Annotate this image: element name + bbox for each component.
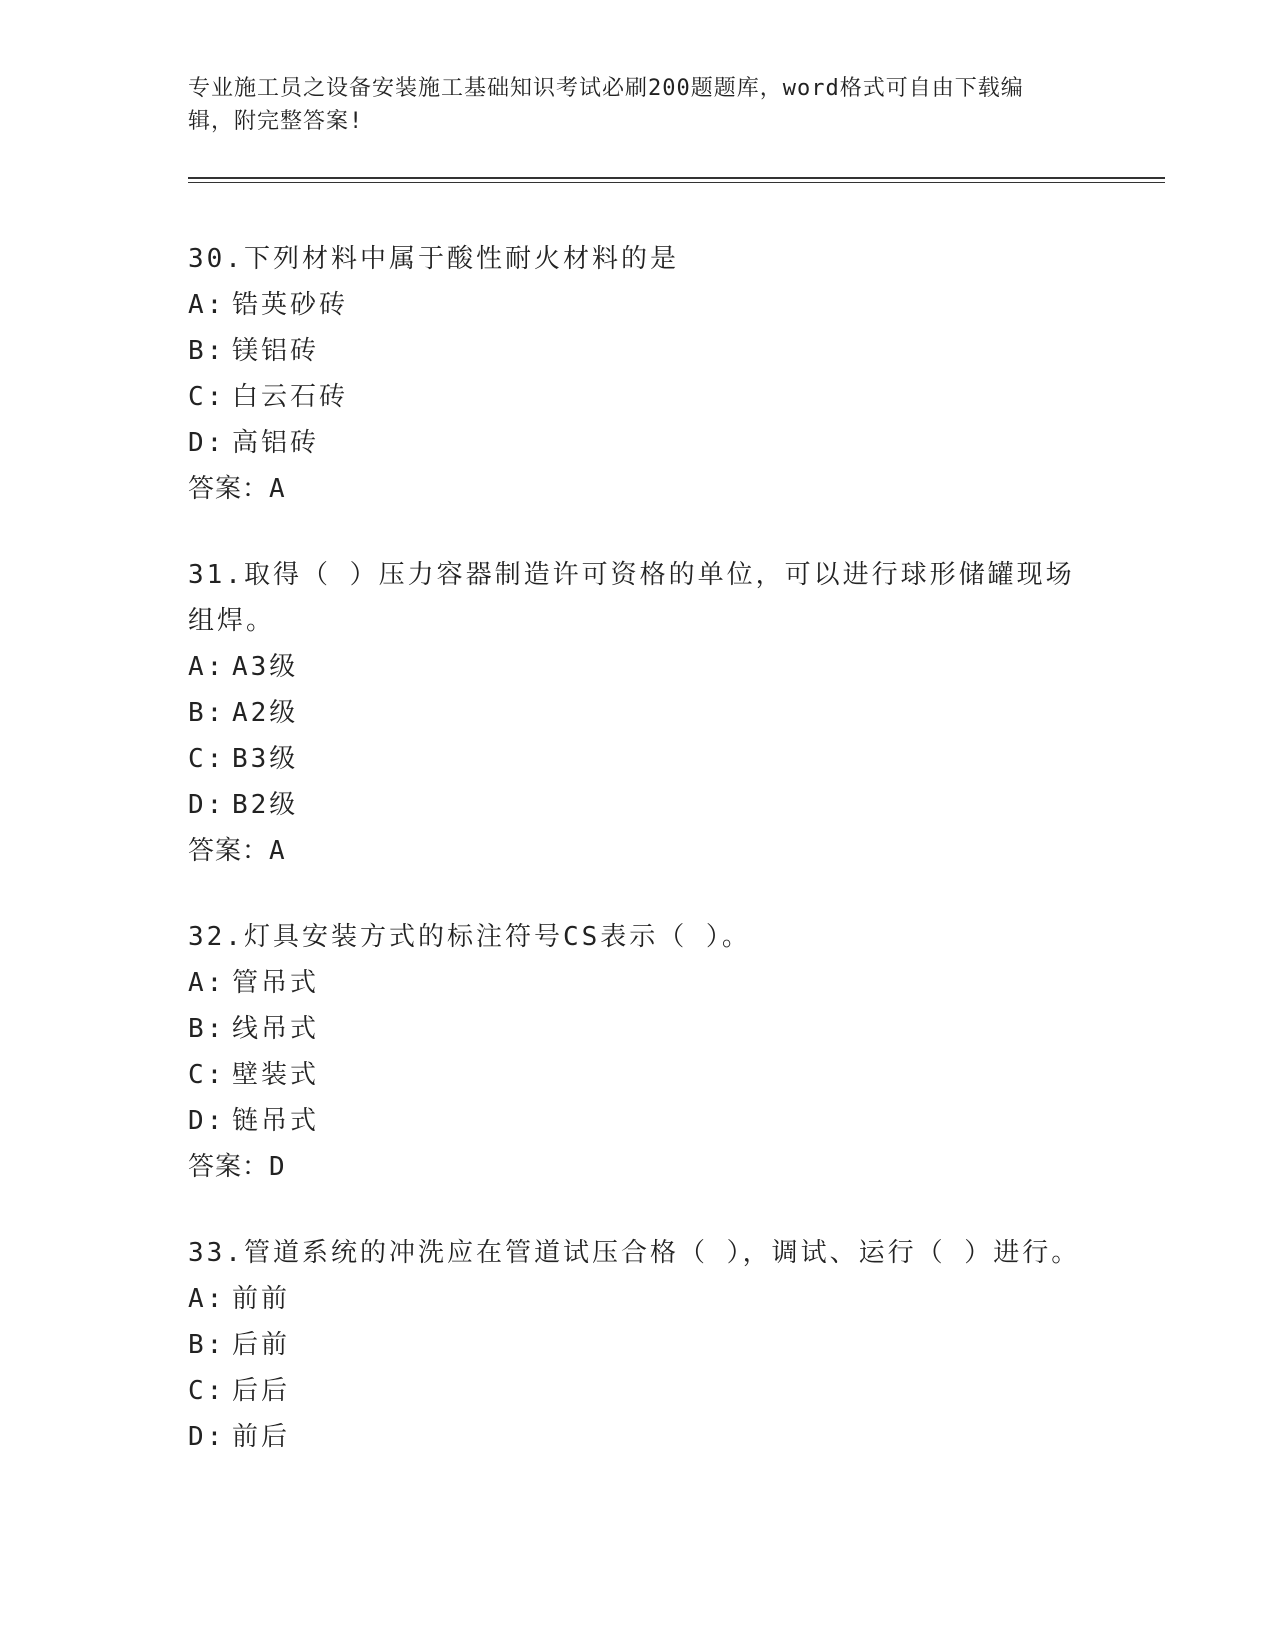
option-c bbox=[188, 1368, 1088, 1414]
option-letter: B: bbox=[188, 1330, 226, 1360]
question-list bbox=[188, 236, 1088, 1500]
answer-label: 答案： bbox=[188, 836, 270, 866]
option-b bbox=[188, 1322, 1088, 1368]
option-letter: B: bbox=[188, 698, 226, 728]
option-b bbox=[188, 1006, 1088, 1052]
option-text: 前后 bbox=[232, 1422, 291, 1452]
option-a bbox=[188, 282, 1088, 328]
option-letter: D: bbox=[188, 428, 226, 458]
option-letter: B: bbox=[188, 336, 226, 366]
header-divider-thin bbox=[188, 182, 1165, 183]
answer-value: D bbox=[269, 1152, 286, 1182]
option-letter: D: bbox=[188, 1422, 226, 1452]
answer-label: 答案： bbox=[188, 474, 270, 504]
question-33 bbox=[188, 1230, 1088, 1460]
option-text: 壁装式 bbox=[232, 1060, 320, 1090]
option-letter: B: bbox=[188, 1014, 226, 1044]
option-letter: C: bbox=[188, 382, 226, 412]
option-c bbox=[188, 736, 1088, 782]
question-30 bbox=[188, 236, 1088, 512]
option-d bbox=[188, 1414, 1088, 1460]
option-b bbox=[188, 690, 1088, 736]
option-text: A3级 bbox=[232, 652, 299, 682]
question-stem: 33.管道系统的冲洗应在管道试压合格（ ），调试、运行（ ）进行。 bbox=[188, 1238, 1081, 1268]
option-letter: C: bbox=[188, 1060, 226, 1090]
option-text: 管吊式 bbox=[232, 968, 320, 998]
option-text: 前前 bbox=[232, 1284, 291, 1314]
answer-value: A bbox=[269, 836, 286, 866]
option-letter: A: bbox=[188, 1284, 226, 1314]
option-text: B3级 bbox=[232, 744, 299, 774]
document-header bbox=[188, 72, 1068, 138]
option-d bbox=[188, 420, 1088, 466]
answer-line bbox=[188, 828, 1088, 874]
option-letter: D: bbox=[188, 1106, 226, 1136]
question-stem: 30.下列材料中属于酸性耐火材料的是 bbox=[188, 244, 679, 274]
answer-line bbox=[188, 466, 1088, 512]
option-text: 镁铝砖 bbox=[232, 336, 320, 366]
document-title: 专业施工员之设备安装施工基础知识考试必刷200题题库，word格式可自由下载编辑，附完整答案! bbox=[188, 76, 1024, 134]
option-a bbox=[188, 960, 1088, 1006]
answer-value: A bbox=[269, 474, 286, 504]
option-text: 链吊式 bbox=[232, 1106, 320, 1136]
option-b bbox=[188, 328, 1088, 374]
option-text: B2级 bbox=[232, 790, 299, 820]
option-letter: A: bbox=[188, 968, 226, 998]
option-text: 锆英砂砖 bbox=[232, 290, 349, 320]
option-a bbox=[188, 644, 1088, 690]
option-c bbox=[188, 374, 1088, 420]
option-c bbox=[188, 1052, 1088, 1098]
option-letter: A: bbox=[188, 652, 226, 682]
question-32 bbox=[188, 914, 1088, 1190]
option-text: 后前 bbox=[232, 1330, 291, 1360]
answer-label: 答案： bbox=[188, 1152, 270, 1182]
answer-line bbox=[188, 1144, 1088, 1190]
option-d bbox=[188, 782, 1088, 828]
option-text: 后后 bbox=[232, 1376, 291, 1406]
question-stem: 31.取得（ ）压力容器制造许可资格的单位，可以进行球形储罐现场组焊。 bbox=[188, 560, 1075, 636]
option-text: A2级 bbox=[232, 698, 299, 728]
option-letter: D: bbox=[188, 790, 226, 820]
option-text: 线吊式 bbox=[232, 1014, 320, 1044]
option-text: 高铝砖 bbox=[232, 428, 320, 458]
option-text: 白云石砖 bbox=[232, 382, 349, 412]
header-divider-thick bbox=[188, 177, 1165, 179]
option-a bbox=[188, 1276, 1088, 1322]
option-letter: C: bbox=[188, 1376, 226, 1406]
option-letter: A: bbox=[188, 290, 226, 320]
option-letter: C: bbox=[188, 744, 226, 774]
question-31 bbox=[188, 552, 1088, 874]
question-stem: 32.灯具安装方式的标注符号CS表示（ ）。 bbox=[188, 922, 751, 952]
option-d bbox=[188, 1098, 1088, 1144]
